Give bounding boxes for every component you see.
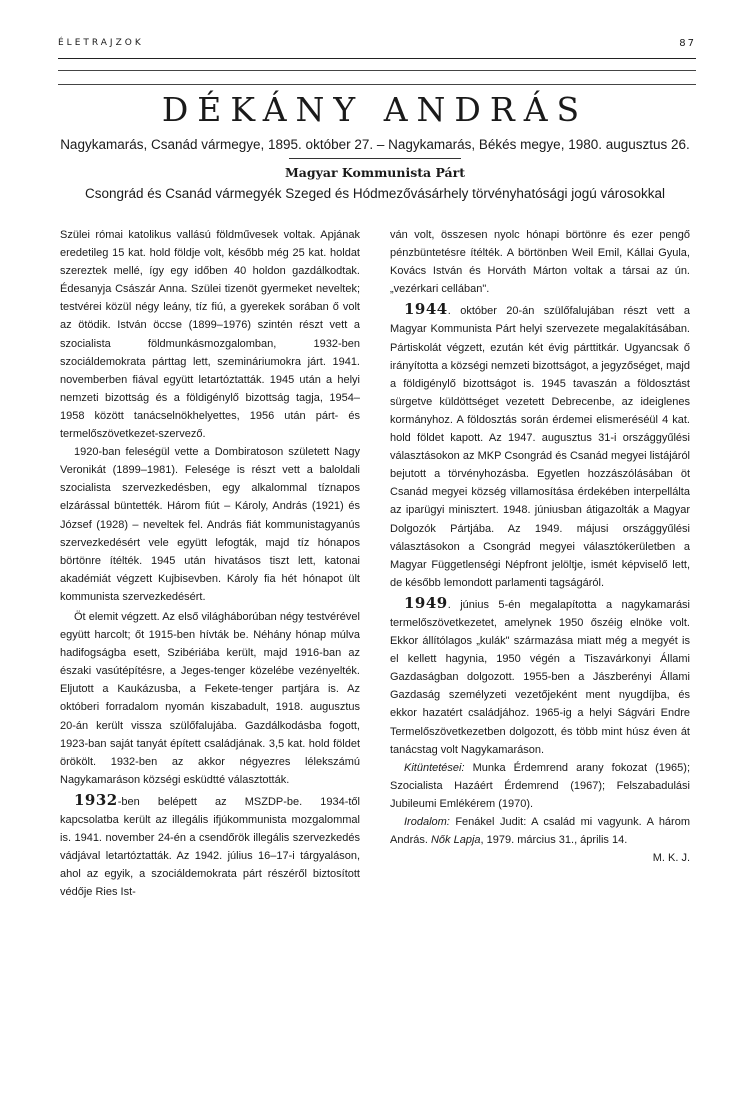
paragraph-awards [390,759,690,813]
header-rule-top [58,58,696,59]
paragraph-1932 [60,791,360,902]
header-rule-bottom [58,84,696,85]
paragraph-family: Szülei római katolikus vallású földművesek voltak. Apjának eredetileg 15 kat. hold földje volt, később még 25 kat. holdat szereztek mellé, így egy időben 40 holdon gazdálkodtak. Édesanyja Császár Anna. Szülei tizenöt gyermeket neveltek; testvérei közül négy leány, tíz fiú, a gyerekek sorában ő volt az ötödik. István öccse (1899–1976) szintén részt vett a szocialista földmunkásmozgalomban, 1932-ben szociáldemokrata párttag lett, szemináriumokra járt. 1941. novemberben fiával együtt letartóztatták. 1945 után a helyi nemzeti bizottság és a földigénylő bizottság tagja, 1954–1958 között tanácselnökhelyettes, 1956 után párt- és termelőszövetkezet-szervező. [60,229,360,441]
paragraph-marriage: 1920-ban feleségül vette a Dombiratoson született Nagy Veronikát (1899–1981). Felesége is részt vett a baloldali szocialista szervezkedésben, egy alkalommal tíznapos elzárással büntették. Három fiút – Károly, András (1921) és József (1928) – neveltek fel. András fiát kommunistagyanús szervezkedésért vele együtt lefogták, majd tíz hónapos börtönre ítélték. 1945 után hivatásos tiszt lett, katonai akadémiát végzett Kujbisevben. Károly fia hét hónapot ült kommunista szervezkedésért. [60,446,360,603]
literature-details: , 1979. március 31., április 14. [480,834,628,847]
right-column [390,226,690,867]
constituency: Csongrád és Csanád vármegyék Szeged és Hódmezővásárhely törvényhatósági jogú városokkal [84,186,666,201]
author-signature: M. K. J. [652,852,690,865]
biography-title: DÉKÁNY ANDRÁS [161,90,589,129]
paragraph-1949-text: . június 5-én megalapította a nagykamarási termelőszövetkezetet, amelynek 1950 őszéig elnöke volt. Ekkor állítólagos „kulák" származása miatt még a megyét is el kellett hagynia, 1950 végén a Tiszavárkonyi Állami Gazdaságban dolgozott. 1955-ben a Jászberényi Állami Gazdaság személyzeti vezetőjeként ment nyugdíjba, és ekkor hazatért családjához. 1965-ig a helyi Ságvári Endre Termelőszövetkezetben dolgozott, és több mint húsz éven át tanácstag volt Nagykamaráson. [390,598,690,756]
paragraph-1944-text: . október 20-án szülőfalujában részt vett a Magyar Kommunista Párt helyi szervezete megalakításában. Pártiskolát végzett, ezután két évig párttitkár. Ugyancsak ő irányította a községi nemzeti bizottságot, a jegyzőséget, majd a földigénylő bizottságot is. 1945 tavaszán a földosztást sürgetve küldöttséget vezetett Debrecenbe, az ideiglenes kormányhoz. A földosztás során érdemei elismeréséül 4 kat. hold földet kapott. Az 1947. augusztus 31-i országgyűlési választásokon az MKP Csongrád és Csanád megyei listájáról bejutott a törvényhozásba. Egyetlen hozzászólásában öt Csanád megyei község villamosítása érdekében interpellálta az iparügyi minisztert. 1948. júniusban átigazolták a Magyar Dolgozók Pártjába. Az 1949. májusi országgyűlési választásokon a Csongrád megyei választókerületben a Magyar Függetlenségi Népfront jelöltje, ismét képviselő lett, de később lemondott parlamenti tagságáról. [390,305,690,589]
paragraph-prison: ván volt, összesen nyolc hónapi börtönre és ezer pengő pénzbüntetésre ítélték. A börtönben Weil Emil, Kállai Gyula, Kovács István és Horváth Márton voltak a társai az ún. „vezérkari cellában". [390,229,690,296]
birth-death-dates: Nagykamarás, Csanád vármegye, 1895. október 27. – Nagykamarás, Békés megye, 1980. augusztus 26. [60,137,690,152]
left-column [60,226,360,901]
literature-journal: Nők Lapja [430,834,481,847]
literature-label: Irodalom: [404,816,450,828]
awards-text: Munka Érdemrend arany fokozat (1965); Szocialista Hazáért Érdemrend (1967); Felszabadulási Jubileumi Emlékérem (1970). [390,761,690,810]
paragraph-war: Öt elemit végzett. Az első világháborúban négy testvérével együtt harcolt; őt 1915-ben hívták be. Néhány hónap múlva hadifogságba esett, Szibériába került, majd 1916-ban az északi vasútépítésre, a Jeges-tenger közelébe vezényelték. Eljutott a Kaukázusba, a Fekete-tenger partjára is. Az októberi forradalom nyomán kiszabadult, 1918. augusztus 20-án került vissza szülőfalujába. Gazdálkodásba fogott, 1923-ban saját tanyát épített családjának. 3,5 kat. hold földet örökölt. 1932-ben az akkor négyezres lélekszámú Nagykamaráson községi esküdtté választották. [60,610,360,786]
page-number: 87 [679,38,696,49]
year-marker-1932: 1932 [74,790,118,809]
literature-text: Fenákel Judit: A család mi vagyunk. A három András. [390,816,690,847]
paragraph-1949 [390,594,690,759]
paragraph-1932-text: -ben belépett az MSZDP-be. 1934-től kapcsolatba került az illegális ifjúkommunista mozgalommal is. 1941. november 24-én a csendőrök illegális szervezkedés vádjával letartóztatták. Az 1942. július 16–17-i tárgyaláson, ahol az egyik, a szociáldemokrata párt részéről biztosított védője Ries Ist- [60,795,360,899]
header-rule-middle [58,70,696,71]
title-divider [289,158,461,159]
paragraph-literature [390,813,690,849]
section-title: ÉLETRAJZOK [58,38,144,48]
party-name: Magyar Kommunista Párt [284,165,466,180]
year-marker-1949: 1949 [404,593,448,612]
awards-label: Kitüntetései: [404,761,465,774]
running-head [58,38,696,58]
year-marker-1944: 1944 [404,300,448,319]
paragraph-1944 [390,300,690,592]
